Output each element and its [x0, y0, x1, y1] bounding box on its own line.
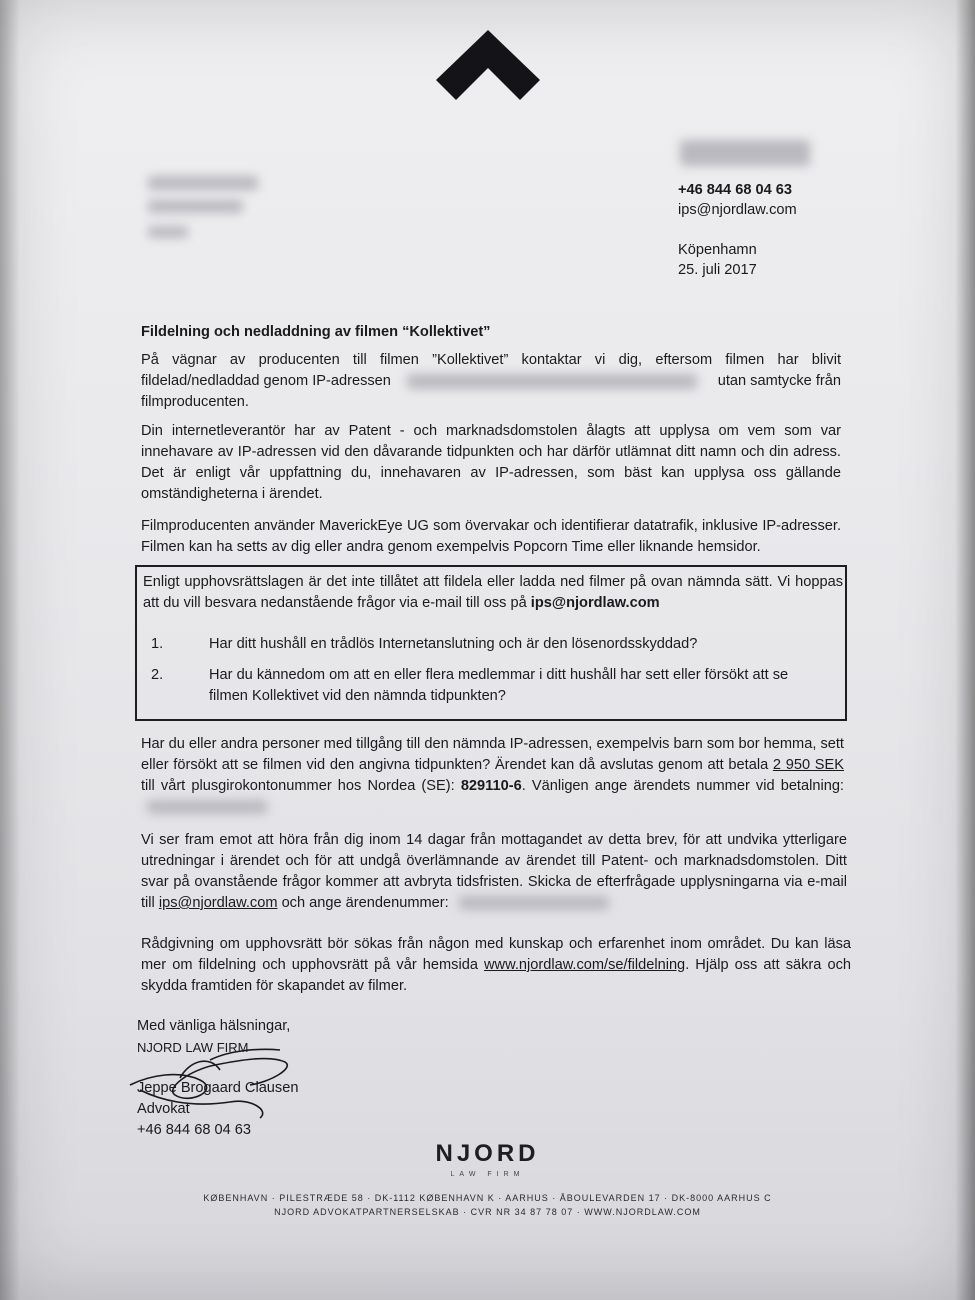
sender-info [678, 180, 797, 280]
paragraph-1-line-1: På vägnar av producenten till filmen ”Kollektivet” kontaktar vi dig, eftersom filmen har blivit [141, 352, 841, 368]
paragraph-1 [141, 350, 841, 413]
paragraph-3 [141, 516, 841, 558]
paragraph-4 [141, 734, 844, 818]
sender-phone: +46 844 68 04 63 [678, 182, 793, 198]
redacted-case-reference [680, 140, 810, 166]
questions-intro-text: Enligt upphovsrättslagen är det inte tillåtet att fildela eller ladda ned filmer på ovan nämnda sätt. Vi hoppas att du vill besvara nedanstående frågor via e-mail till oss på [143, 574, 843, 611]
question-2-text: Har du kännedom om att en eller flera medlemmar i ditt hushåll har sett eller försökt att se filmen Kollektivet vid den nämnda tidpunkten? [209, 667, 789, 704]
footer-logo-subtitle: LAW FIRM [450, 1171, 525, 1178]
paragraph-1-consent: utan samtycke från [717, 373, 841, 389]
paragraph-1-line-2 [141, 371, 841, 392]
question-2-number: 2. [151, 667, 164, 683]
paragraph-3-text: Filmproducenten använder MaverickEye UG som övervakar och identifierar datatrafik, inklusive IP-adresser. Filmen kan ha setts av dig eller andra genom exempelvis Popcorn Time eller liknande hemsidor. [141, 518, 841, 555]
handwritten-signature [120, 1030, 300, 1120]
closing-firm: NJORD LAW FIRM [137, 1040, 249, 1055]
footer-company-line: NJORD ADVOKATPARTNERSELSKAB · CVR NR 34 87 78 07 · WWW.NJORDLAW.COM [274, 1207, 701, 1217]
redacted-ip-address [407, 374, 697, 389]
paragraph-4-text-1: Har du eller andra personer med tillgång till den nämnda IP-adressen, exempelvis barn som bor hemma, sett eller försökt att se filmen vid den angivna tidpunkten? Ärendet kan då avslutas genom att betala [141, 736, 844, 773]
sender-email: ips@njordlaw.com [678, 202, 797, 218]
njord-chevron-logo-icon [436, 30, 540, 102]
footer-logo: NJORD [435, 1140, 540, 1167]
signatory-title: Advokat [137, 1101, 190, 1117]
question-1-number: 1. [151, 636, 164, 652]
paragraph-1-line-3: filmproducenten. [141, 394, 249, 410]
footer-address-line: KØBENHAVN · PILESTRÆDE 58 · DK-1112 KØBENHAVN K · AARHUS · ÅBOULEVARDEN 17 · DK-8000 AARHUS C [203, 1193, 772, 1203]
letter-date: 25. juli 2017 [678, 262, 757, 278]
paragraph-2 [141, 421, 841, 505]
questions-intro [143, 572, 843, 614]
paragraph-1-ip-label: fildelad/nedladdad genom IP-adressen [141, 373, 391, 389]
filesharing-info-link[interactable]: www.njordlaw.com/se/fildelning [484, 957, 686, 973]
paragraph-5-text-1: Vi ser fram emot att höra från dig inom 14 dagar från mottagandet av detta brev, för att undvika ytterligare utredningar i ärendet och för att undgå överlämnande av ärendet till Patent- och marknadsdomstolen. Ditt svar på ovanstående frågor kommer att avbryta tidsfristen. Skicka de efterfrågade upplysningarna via e-mail till [141, 832, 847, 911]
page-shadow-left [0, 0, 20, 1300]
signatory-name: Jeppe Brogaard Clausen [137, 1080, 299, 1096]
payment-amount: 2 950 SEK [772, 757, 844, 773]
closing-greeting: Med vänliga hälsningar, [137, 1018, 291, 1034]
plusgiro-account-number: 829110-6 [460, 778, 522, 794]
paragraph-2-text: Din internetleverantör har av Patent - och marknadsdomstolen ålagts att upplysa om vem som var innehavare av IP-adressen vid den dåvarande tidpunkten och har därför utlämnat ditt namn och din adress. Det är enligt vår uppfattning du, innehavaren av IP-adressen, som bäst kan upplysa oss gällande omständigheterna i ärendet. [141, 423, 841, 502]
redacted-recipient-name [148, 176, 258, 190]
question-1-text: Har ditt hushåll en trådlös Internetanslutning och är den lösenordsskyddad? [209, 636, 698, 652]
questions-intro-email-link[interactable]: ips@njordlaw.com [530, 595, 660, 611]
paragraph-5-text-2: och ange ärendenummer: [281, 895, 449, 911]
signatory-phone: +46 844 68 04 63 [137, 1122, 252, 1138]
redacted-recipient-street [148, 200, 243, 213]
paragraph-4-text-3: . Vänligen ange ärendets nummer vid betalning: [521, 778, 844, 794]
letter-subject: Fildelning och nedladdning av filmen “Kollektivet” [141, 324, 491, 340]
page-shadow-right [955, 0, 975, 1300]
sender-city: Köpenhamn [678, 242, 757, 258]
reply-email-link[interactable]: ips@njordlaw.com [158, 895, 278, 911]
paragraph-4-text-2: till vårt plusgirokontonummer hos Nordea (SE): [141, 778, 455, 794]
paragraph-6-text-1: Rådgivning om upphovsrätt bör sökas från någon med kunskap och erfarenhet inom området. Du kan läsa mer om fildelning och upphovsrätt på vår hemsida [141, 936, 851, 973]
redacted-case-number-reply [459, 896, 609, 910]
redacted-case-number-payment [147, 800, 267, 814]
paragraph-6-text-2: . Hjälp oss att säkra och skydda framtiden för skapandet av filmer. [141, 957, 851, 994]
paragraph-5 [141, 830, 847, 914]
questions-box [135, 565, 847, 721]
paragraph-6 [141, 934, 851, 997]
redacted-recipient-city [148, 226, 188, 238]
